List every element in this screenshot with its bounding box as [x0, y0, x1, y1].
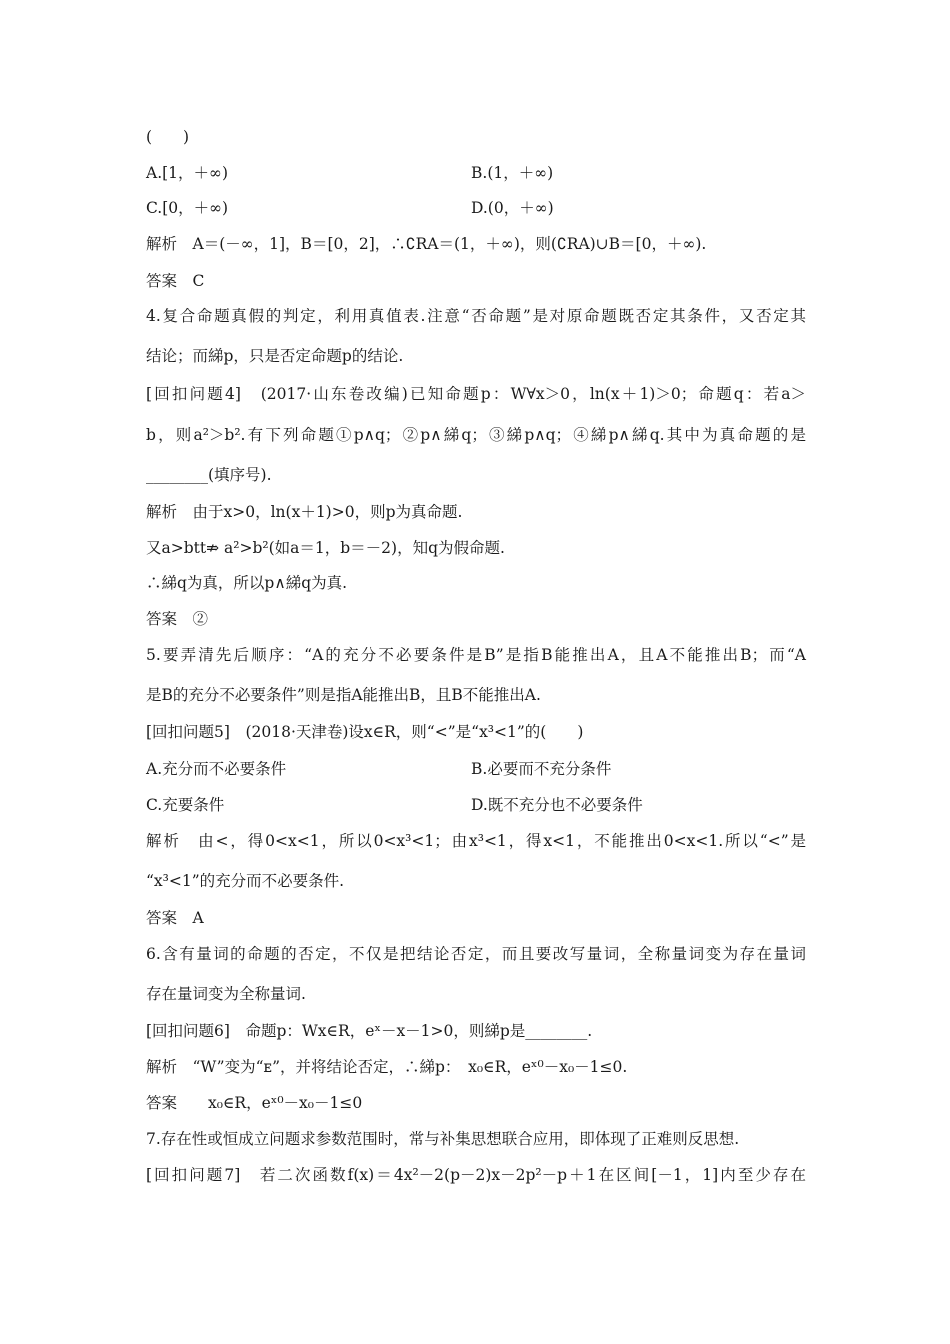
review-question-4: [回扣问题4] (2017·山东卷改编)已知命题p：W∀x＞0，ln(x＋1)＞0；命题q：若a＞	[146, 385, 806, 403]
answer-text: 答案 A	[146, 909, 204, 927]
review-question-4-cont: b，则a²＞b².有下列命题①p∧q；②p∧綈q；③綈p∧q；④綈p∧綈q.其中为真命题的是	[146, 426, 806, 444]
fill-in-blank: ________(填序号).	[146, 466, 272, 484]
analysis-conclusion: ∴綈q为真，所以p∧綈q为真.	[146, 574, 348, 592]
review-question-5: [回扣问题5] (2018·天津卷)设x∈R，则“<”是“x³<1”的( )	[146, 723, 584, 741]
point-7-text: 7.存在性或恒成立问题求参数范围时，常与补集思想联合应用，即体现了正难则反思想.	[146, 1130, 740, 1148]
point-6-text: 6.含有量词的命题的否定，不仅是把结论否定，而且要改写量词，全称量词变为存在量词	[146, 945, 806, 963]
option-b: B.必要而不充分条件	[471, 760, 612, 778]
analysis-text-cont: “x³<1”的充分而不必要条件.	[146, 872, 345, 890]
option-c: C.充要条件	[146, 796, 225, 814]
analysis-text: 解析 “W”变为“ᴇ”，并将结论否定，∴綈p： x₀∈R，eˣ⁰－x₀－1≤0.	[146, 1058, 628, 1076]
option-a: A.充分而不必要条件	[146, 760, 287, 778]
option-a: A.[1，＋∞)	[146, 164, 228, 182]
review-question-6: [回扣问题6] 命题p：Wx∈R，eˣ－x－1>0，则綈p是________.	[146, 1022, 593, 1040]
answer-text: 答案 x₀∈R，eˣ⁰－x₀－1≤0	[146, 1094, 363, 1112]
analysis-text: 解析 由于x>0，ln(x＋1)>0，则p为真命题.	[146, 503, 463, 521]
analysis-text: 解析 A＝(－∞，1]，B＝[0，2]，∴∁RA＝(1，＋∞)，则(∁RA)∪B＝[0，＋∞).	[146, 235, 707, 253]
option-d: D.既不充分也不必要条件	[471, 796, 643, 814]
answer-text: 答案 ②	[146, 610, 209, 628]
option-d: D.(0，＋∞)	[471, 199, 554, 217]
point-4-text-cont: 结论；而綈p，只是否定命题p的结论.	[146, 347, 404, 365]
point-5-text-cont: 是B的充分不必要条件”则是指A能推出B，且B不能推出A.	[146, 686, 541, 704]
option-c: C.[0，＋∞)	[146, 199, 229, 217]
point-4-text: 4.复合命题真假的判定，利用真值表.注意“否命题”是对原命题既否定其条件，又否定其	[146, 307, 806, 325]
question-blank-paren: ( )	[146, 128, 190, 146]
option-b: B.(1，＋∞)	[471, 164, 554, 182]
analysis-text-cont: 又a>btt⇏ a²>b²(如a＝1，b＝－2)，知q为假命题.	[146, 539, 505, 557]
review-question-7: [回扣问题7] 若二次函数f(x)＝4x²－2(p－2)x－2p²－p＋1在区间[－1，1]内至少存在	[146, 1166, 806, 1184]
point-5-text: 5.要弄清先后顺序：“A的充分不必要条件是B”是指B能推出A，且A不能推出B；而“A	[146, 646, 806, 664]
point-6-text-cont: 存在量词变为全称量词.	[146, 985, 306, 1003]
answer-text: 答案 C	[146, 272, 205, 290]
analysis-text: 解析 由<，得0<x<1，所以0<x³<1；由x³<1，得x<1，不能推出0<x<1.所以“<”是	[146, 832, 806, 850]
